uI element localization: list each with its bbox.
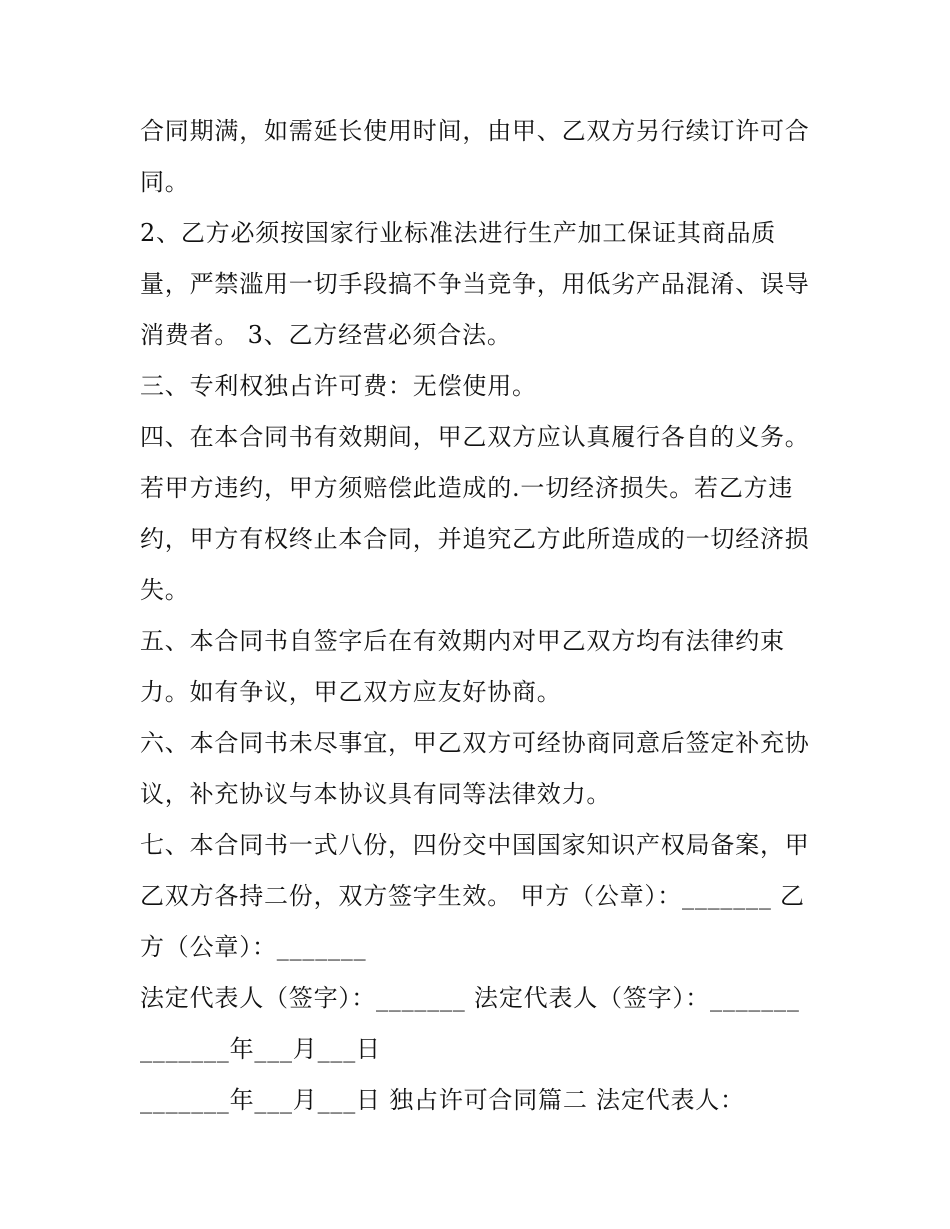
text-line: 失。 [140, 576, 190, 604]
text-line: 方（公章）：_______ [140, 933, 367, 961]
text-line: _______年___月___日 [140, 1035, 381, 1063]
contract-text [140, 110, 820, 1130]
text-line: 合同期满，如需延长使用时间，由甲、乙双方另行续订许可合 [140, 117, 810, 145]
text-line: 量，严禁滥用一切手段搞不争当竞争，用低劣产品混淆、误导 [140, 270, 810, 298]
text-line: 乙双方各持二份，双方签字生效。 甲方（公章）：_______ 乙 [140, 882, 805, 910]
text-line: 七、本合同书一式八份，四份交中国国家知识产权局备案，甲 [140, 831, 810, 859]
text-line: 同。 [140, 168, 190, 196]
text-line: 五、本合同书自签字后在有效期内对甲乙双方均有法律约束 [140, 627, 785, 655]
text-line: 议，补充协议与本协议具有同等法律效力。 [140, 780, 612, 808]
text-line: 四、在本合同书有效期间，甲乙双方应认真履行各自的义务。 [140, 423, 810, 451]
text-line: 约，甲方有权终止本合同，并追究乙方此所造成的一切经济损 [140, 525, 810, 553]
text-line: 三、专利权独占许可费：无偿使用。 [140, 372, 537, 400]
text-line: 2、乙方必须按国家行业标准法进行生产加工保证其商品质 [140, 219, 777, 247]
text-line: 六、本合同书未尽事宜，甲乙双方可经协商同意后签定补充协 [140, 729, 810, 757]
text-line: 若甲方违约，甲方须赔偿此造成的.一切经济损失。若乙方违 [140, 474, 794, 502]
text-line: _______年___月___日 独占许可合同篇二 法定代表人： [140, 1086, 745, 1114]
text-line: 消费者。 3、乙方经营必须合法。 [140, 321, 512, 349]
text-line: 法定代表人（签字）：_______ 法定代表人（签字）：_______ [140, 984, 800, 1012]
text-line: 力。如有争议，甲乙双方应友好协商。 [140, 678, 562, 706]
